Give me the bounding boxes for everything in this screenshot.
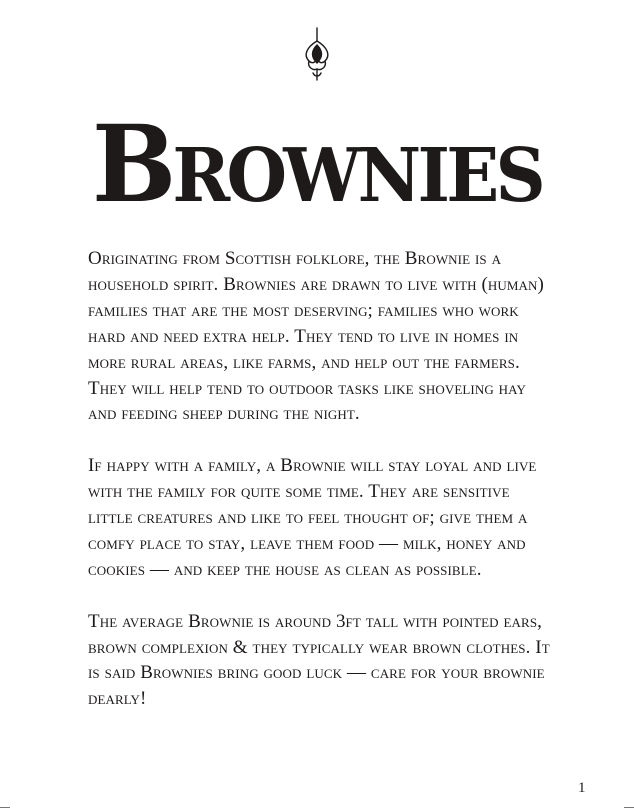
paragraph-3: The average Brownie is around 3ft tall with pointed ears, brown complexion & they typically wear brown clothes. It is said Brownies bring good luck — care for your brownie dearly! [88, 610, 550, 710]
body-text [88, 246, 558, 738]
paragraph-1: Originating from Scottish folklore, the Brownie is a household spirit. Brownies are drawn to live with (human) families that are the most deserving; families who work hard and need extra help. They tend to live in homes in more rural areas, like farms, and help out the farmers. They will help tend to outdoor tasks like shoveling hay and feeding sheep during the night. [88, 248, 544, 425]
page-number: 1 [578, 780, 586, 796]
ornament-icon [299, 27, 335, 81]
paragraph-2: If happy with a family, a Brownie will stay loyal and live with the family for quite some time. They are sensitive little creatures and like to feel thought of; give them a comfy place to stay, leave them food — milk, honey and cookies — and keep the house as clean as possible. [88, 455, 537, 580]
page-title: Brownies [91, 101, 543, 226]
crop-mark-right [624, 807, 634, 808]
crop-mark-left [0, 807, 10, 808]
